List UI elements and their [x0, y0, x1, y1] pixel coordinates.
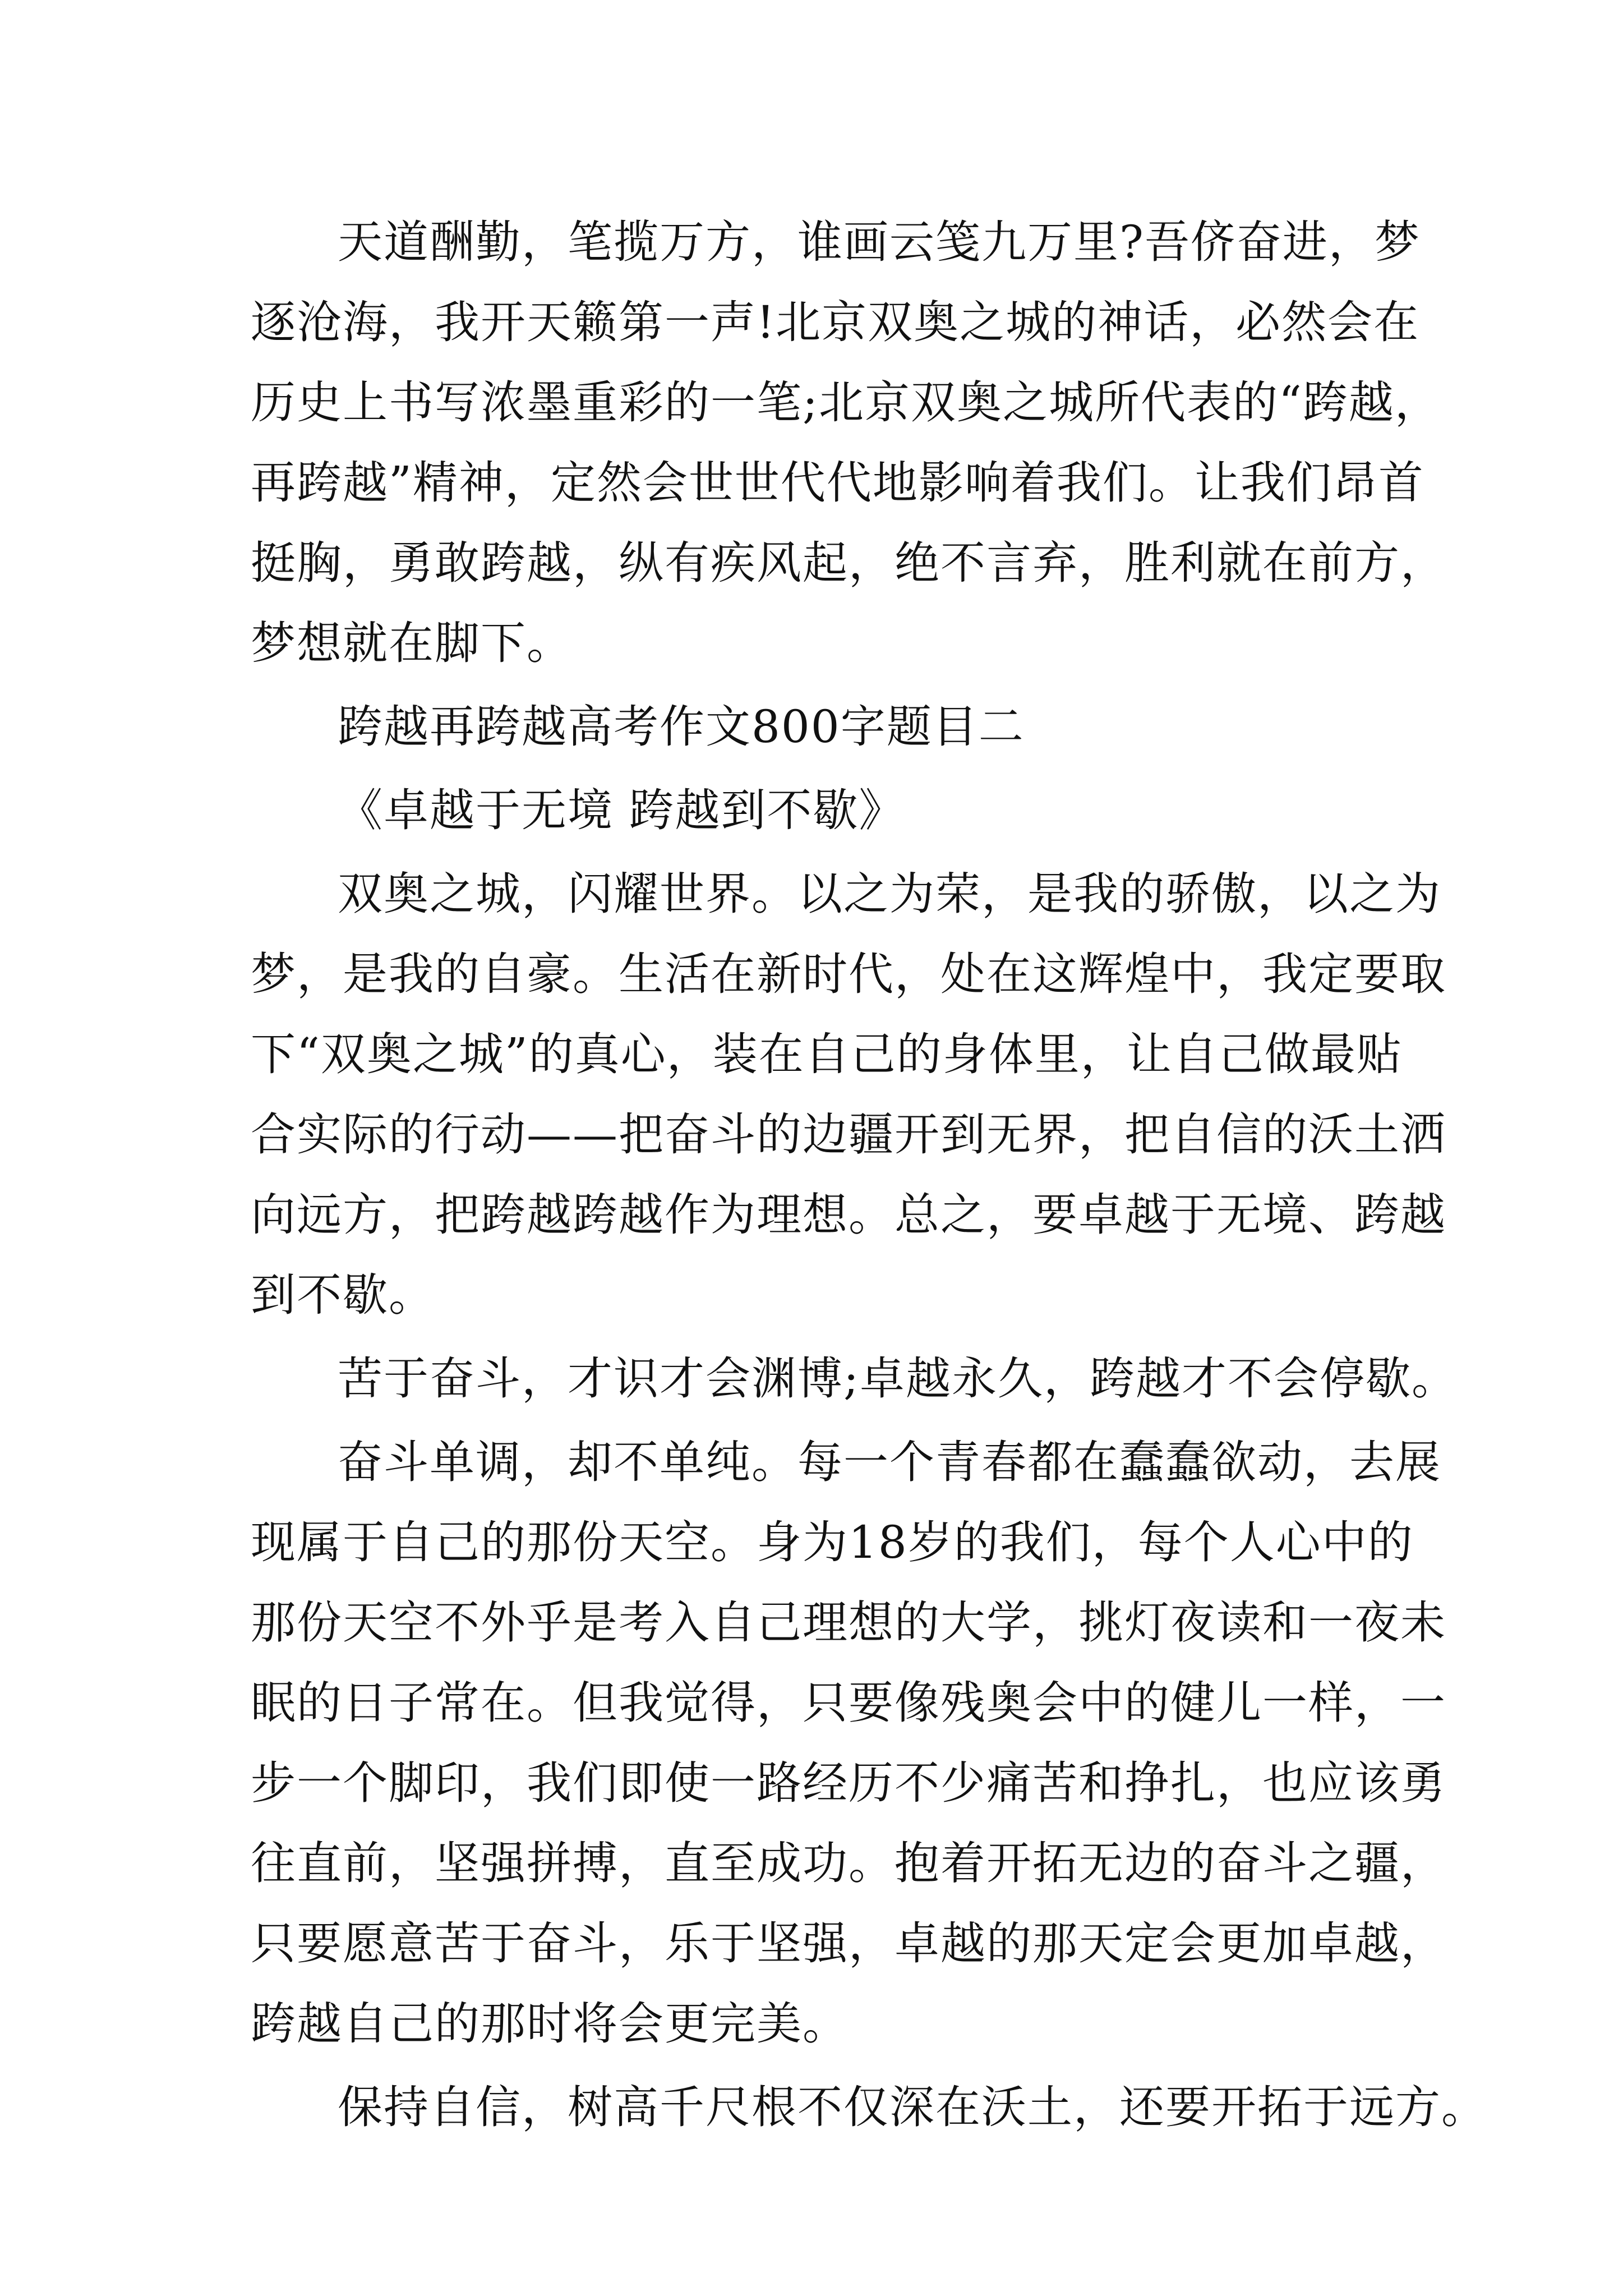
text-line: 跨越自己的那时将会更完美。 [251, 1998, 849, 2050]
essay-title: 《卓越于无境 跨越到不歇》 [338, 784, 905, 836]
text-line: 双奥之城，闪耀世界。以之为荣，是我的骄傲，以之为 [338, 868, 1441, 920]
text-line: 挺胸，勇敢跨越，纵有疾风起，绝不言弃，胜利就在前方， [251, 537, 1446, 589]
text-line: 向远方，把跨越跨越作为理想。总之，要卓越于无境、跨越 [251, 1189, 1446, 1241]
text-line: 只要愿意苦于奋斗，乐于坚强，卓越的那天定会更加卓越， [251, 1917, 1446, 1970]
text-line: 再跨越”精神，定然会世世代代地影响着我们。让我们昂首 [251, 457, 1424, 509]
text-line: 下“双奥之城”的真心，装在自己的身体里，让自己做最贴 [251, 1028, 1403, 1080]
paragraph-5 [251, 2067, 1487, 2147]
text-line: 眠的日子常在。但我觉得，只要像残奥会中的健儿一样，一 [251, 1677, 1446, 1729]
document-page [251, 202, 1487, 2147]
paragraph-4 [251, 1422, 1446, 2064]
text-line: 往直前，坚强拼搏，直至成功。抱着开拓无边的奋斗之疆， [251, 1837, 1446, 1889]
text-line: 现属于自己的那份天空。身为18岁的我们，每个人心中的 [251, 1516, 1414, 1568]
text-line: 那份天空不外乎是考入自己理想的大学，挑灯夜读和一夜未 [251, 1596, 1446, 1649]
text-line: 历史上书写浓墨重彩的一笔;北京双奥之城所代表的“跨越， [251, 376, 1441, 429]
text-line: 奋斗单调，却不单纯。每一个青春都在蠢蠢欲动，去展 [338, 1436, 1441, 1488]
paragraph-2 [251, 854, 1446, 1335]
section-heading: 跨越再跨越高考作文800字题目二 [338, 701, 1025, 753]
text-line: 保持自信，树高千尺根不仅深在沃土，还要开拓于远方。 [338, 2081, 1487, 2133]
text-line: 天道酬勤，笔揽万方，谁画云笺九万里?吾侪奋进，梦 [338, 216, 1421, 268]
text-line: 苦于奋斗，才识才会渊博;卓越永久，跨越才不会停歇。 [338, 1352, 1458, 1405]
text-line: 逐沧海，我开天籁第一声!北京双奥之城的神话，必然会在 [251, 296, 1420, 348]
paragraph-1 [251, 202, 1446, 683]
text-line: 到不歇。 [251, 1269, 435, 1321]
text-line: 梦，是我的自豪。生活在新时代，处在这辉煌中，我定要取 [251, 948, 1446, 1000]
text-line: 步一个脚印，我们即使一路经历不少痛苦和挣扎，也应该勇 [251, 1757, 1446, 1809]
paragraph-3 [251, 1338, 1458, 1419]
text-line: 梦想就在脚下。 [251, 617, 573, 669]
text-line: 合实际的行动——把奋斗的边疆开到无界，把自信的沃土洒 [251, 1108, 1446, 1161]
